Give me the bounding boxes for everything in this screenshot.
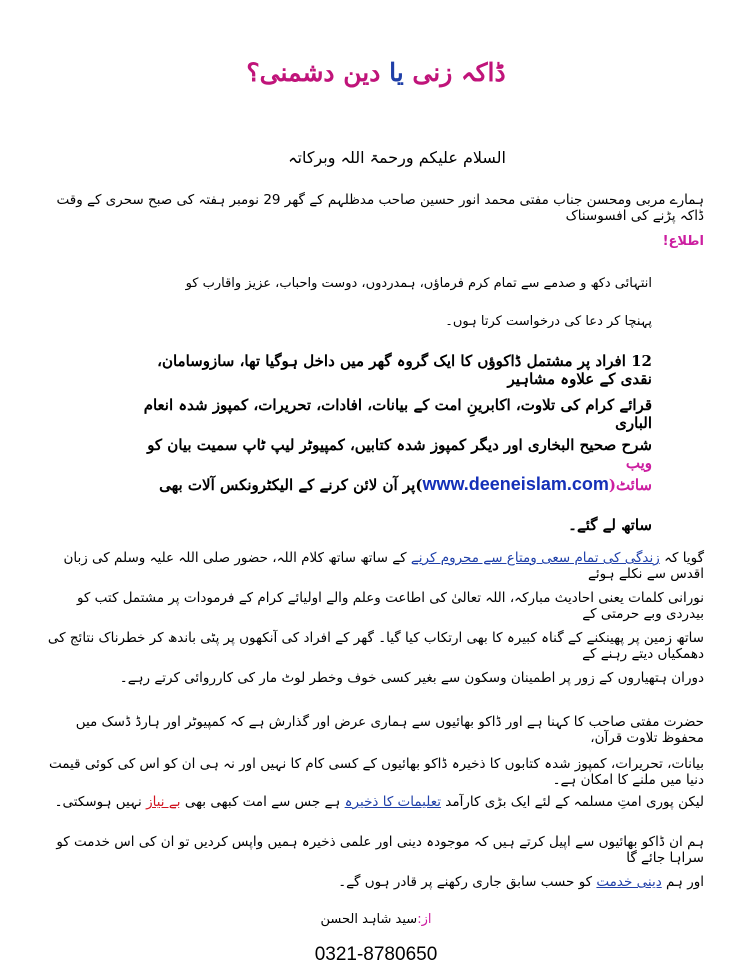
paragraph-line-1-end: کے ساتھ ساتھ کلام اللہ، حضور صلی اللہ علیہ وسلم کی زبان اقدس سے نکلے ہوئے <box>63 550 704 582</box>
paragraph-line-7-start: لیکن پوری امتِ مسلمہ کے لئے ایک بڑی کارآمد <box>445 794 704 810</box>
paragraph-line-7-end: نہیں ہوسکتی۔ <box>54 794 142 810</box>
paragraph-line-7-middle: ہے جس سے امت کبھی بھی <box>184 794 341 810</box>
site-label: سائٹ( <box>608 476 652 494</box>
paragraph-line-3: ساتھ زمین پر پھینکنے کے گناہ کبیرہ کا بھی ارتکاب کیا گیا۔ گھر کے افراد کی آنکھوں پر پٹی باندھ کر خطرناک نتائج کی دھمکیاں دیتے رہنے کے <box>47 630 704 662</box>
teachings-link[interactable]: تعلیمات کا ذخیرہ <box>344 794 441 810</box>
deprivation-link[interactable]: زندگی کی تمام سعی ومتاع سے محروم کرنے <box>410 550 660 566</box>
intro-line-2: اطلاع! <box>662 234 704 249</box>
incident-line-2: قرائے کرام کی تلاوت، اکابرینِ امت کے بیانات، افادات، تحریرات، کمپوز شدہ انعام الباری <box>143 396 652 432</box>
incident-line-3-text: شرح صحیح البخاری اور دیگر کمپوز شدہ کتابیں، کمپیوٹر لیپ ٹاپ سمیت بیان کو <box>147 436 652 454</box>
incident-line-4-text: )پر آن لائن کرنے کے الیکٹرونکس آلات بھی <box>159 476 423 494</box>
signature <box>0 912 752 927</box>
title-part-enmity: دین دشمنی؟ <box>246 58 381 87</box>
incident-line-1: 12 افراد پر مشتمل ڈاکوؤں کا ایک گروہ گھر میں داخل ہوگیا تھا، سازوسامان، نقدی کے علاوہ مشاہیر <box>157 352 652 388</box>
signature-prefix: از: <box>417 912 432 927</box>
signature-name: سید شاہد الحسن <box>320 912 418 927</box>
incident-line-3 <box>132 436 652 472</box>
paragraph-line-8: ہم ان ڈاکو بھائیوں سے اپیل کرتے ہیں کہ موجودہ دینی اور علمی ذخیرہ ہمیں واپس کردیں تو ان کی اس خدمت کو سراہا جائے گا <box>56 834 704 866</box>
appeal-line-1: انتہائی دکھ و صدمے سے تمام کرم فرماؤں، ہمدردوں، دوست واحباب، عزیز واقارب کو <box>185 276 652 291</box>
paragraph-line-7 <box>42 794 704 810</box>
greeting: السلام علیکم ورحمۃ اللہ وبرکاتہ <box>288 148 506 167</box>
title-part-or: یا <box>389 58 404 87</box>
appeal-line-2: پہنچا کر دعا کی درخواست کرتا ہوں۔ <box>445 314 652 329</box>
web-label: ویب <box>625 454 652 472</box>
page-title <box>0 58 752 87</box>
title-part-robbery: ڈاکہ زنی <box>412 58 506 87</box>
paragraph-line-9-end: کو حسب سابق جاری رکھنے پر قادر ہوں گے۔ <box>338 874 593 890</box>
religious-service-link[interactable]: دینی خدمت <box>596 874 662 890</box>
paragraph-line-6: بیانات، تحریرات، کمپوز شدہ کتابوں کا ذخیرہ ڈاکو بھائیوں کے کسی کام کا نہیں اور نہ ہی ان کو اس کی کوئی قیمت دنیا میں ملنے کا امکان ہے۔ <box>48 756 704 788</box>
paragraph-line-5: حضرت مفتی صاحب کا کہنا ہے اور ڈاکو بھائیوں سے ہماری عرض اور گذارش ہے کہ کمپیوٹر اور ہارڈ ڈسک میں محفوظ تلاوت قرآن، <box>75 714 704 746</box>
paragraph-line-1 <box>42 550 704 582</box>
incident-line-5: ساتھ لے گئے۔ <box>568 516 652 534</box>
paragraph-line-2: نورانی کلمات یعنی احادیث مبارکہ، اللہ تعالیٰ کی اطاعت وعلم والے اولیائے کرام کے فرمودات پر مشتمل کتب کو بیدردی وبے حرمتی کے <box>76 590 704 622</box>
paragraph-line-9 <box>42 874 704 890</box>
website-link[interactable]: www.deeneislam.com <box>422 474 609 494</box>
intro-line-1: ہمارے مربی ومحسن جناب مفتی محمد انور حسین صاحب مدظلہم کے گھر 29 نومبر ہفتہ کی صبح سحری کے وقت ڈاکہ پڑنے کی افسوسناک <box>56 192 704 224</box>
phone-number: 0321-8780650 <box>314 944 438 965</box>
paragraph-line-1-start: گویا کہ <box>664 550 704 566</box>
paragraph-line-4: دوران ہتھیاروں کے زور پر اطمینان وسکون سے بغیر کسی خوف وخطر لوٹ مار کی کارروائی کرتے رہے۔ <box>119 670 704 686</box>
independent-link[interactable]: بے نیاز <box>146 794 181 810</box>
incident-line-4 <box>132 474 652 495</box>
paragraph-line-9-start: اور ہم <box>666 874 704 890</box>
